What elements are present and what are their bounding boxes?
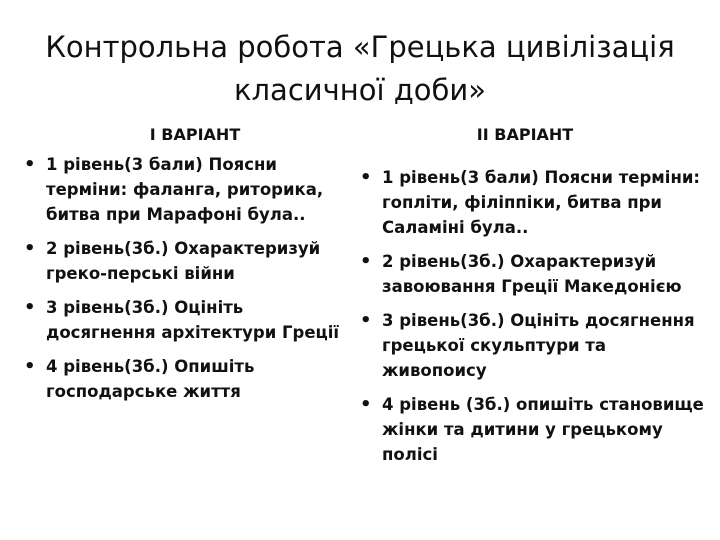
- variant-2-task-list: [360, 165, 705, 476]
- bullet-icon: •: [24, 356, 36, 377]
- task-item: [24, 354, 354, 404]
- task-text: 3 рівень(3б.) Оцініть досягнення архітектури Греції: [46, 298, 340, 342]
- task-text: 4 рівень (3б.) опишіть становище жінки та дитини у грецькому полісі: [382, 395, 704, 464]
- task-text: 2 рівень(3б.) Охарактеризуй греко-перські війни: [46, 239, 321, 283]
- title-line-1: Контрольна робота «Грецька цивілізація: [45, 30, 675, 64]
- bullet-icon: •: [360, 167, 372, 188]
- task-item: [24, 236, 354, 286]
- page-title: [20, 26, 700, 112]
- task-item: [24, 295, 354, 345]
- bullet-icon: •: [360, 251, 372, 272]
- task-text: 2 рівень(3б.) Охарактеризуй завоювання Греції Македонією: [382, 252, 682, 296]
- bullet-icon: •: [360, 394, 372, 415]
- bullet-icon: •: [24, 297, 36, 318]
- task-item: [360, 249, 705, 299]
- task-item: [24, 152, 354, 227]
- bullet-icon: •: [24, 154, 36, 175]
- task-item: [360, 165, 705, 240]
- task-item: [360, 308, 705, 383]
- task-text: 1 рівень(3 бали) Поясни терміни: гопліти, філіппіки, битва при Саламіні була..: [382, 168, 701, 237]
- task-item: [360, 392, 705, 467]
- task-text: 3 рівень(3б.) Оцініть досягнення грецької скульптури та живопоису: [382, 311, 695, 380]
- variant-2-heading: ІІ ВАРІАНТ: [476, 125, 574, 144]
- variant-1-heading: І ВАРІАНТ: [149, 125, 241, 144]
- task-text: 1 рівень(3 бали) Поясни терміни: фаланга, риторика, битва при Марафоні була..: [46, 155, 324, 224]
- variant-1-task-list: [24, 152, 354, 413]
- title-line-2: класичної доби»: [234, 73, 486, 107]
- bullet-icon: •: [360, 310, 372, 331]
- bullet-icon: •: [24, 238, 36, 259]
- task-text: 4 рівень(3б.) Опишіть господарське життя: [46, 357, 255, 401]
